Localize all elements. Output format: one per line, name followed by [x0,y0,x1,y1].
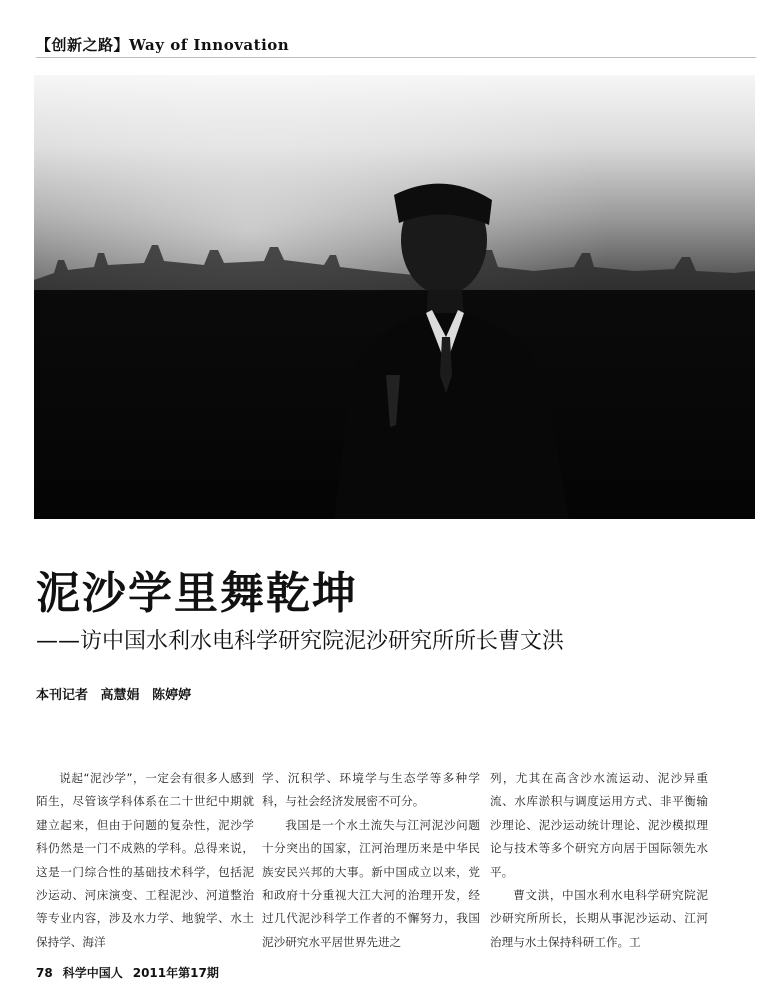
paragraph: 列，尤其在高含沙水流运动、泥沙异重流、水库淤积与调度运用方式、非平衡输沙理论、泥沙运动统计理论、泥沙模拟理论与技术等多个研究方向居于国际领先水平。 [490,771,708,879]
page-number: 78 [36,966,53,980]
paragraph: 学、沉积学、环境学与生态学等多种学科，与社会经济发展密不可分。 [262,771,480,809]
section-header: 【创新之路】Way of Innovation [36,36,290,54]
portrait-photo [34,75,755,519]
text-column-2 [262,767,480,954]
author-name: 高慧娟 [100,688,140,703]
author-name: 陈婷婷 [152,688,192,703]
issue-label: 2011年第17期 [132,966,219,980]
text-column-1 [36,767,254,954]
article-subtitle: ——访中国水利水电科学研究院泥沙研究所所长曹文洪 [36,629,565,654]
portrait-illustration [34,75,755,519]
magazine-name: 科学中国人 [62,966,123,980]
paragraph: 我国是一个水土流失与江河泥沙问题十分突出的国家，江河治理历来是中华民族安民兴邦的大事。新中国成立以来，党和政府十分重视大江大河的治理开发，经过几代泥沙科学工作者的不懈努力，我国泥沙研究水平居世界先进之 [262,817,480,949]
byline [36,684,199,703]
text-column-3 [490,767,708,954]
header-divider [36,57,756,58]
paragraph: 说起“泥沙学”，一定会有很多人感到陌生，尽管该学科体系在二十世纪中期就建立起来，但由于问题的复杂性，泥沙学科仍然是一门不成熟的学科。总得来说，这是一门综合性的基础技术科学，包括泥沙运动、河床演变、工程泥沙、河道整治等专业内容，涉及水力学、地貌学、水土保持学、海洋 [36,771,254,949]
page-footer [36,964,229,981]
article-title: 泥沙学里舞乾坤 [36,568,358,619]
paragraph: 曹文洪，中国水利水电科学研究院泥沙研究所所长，长期从事泥沙运动、江河治理与水土保持科研工作。工 [490,888,708,949]
byline-label: 本刊记者 [36,688,89,703]
